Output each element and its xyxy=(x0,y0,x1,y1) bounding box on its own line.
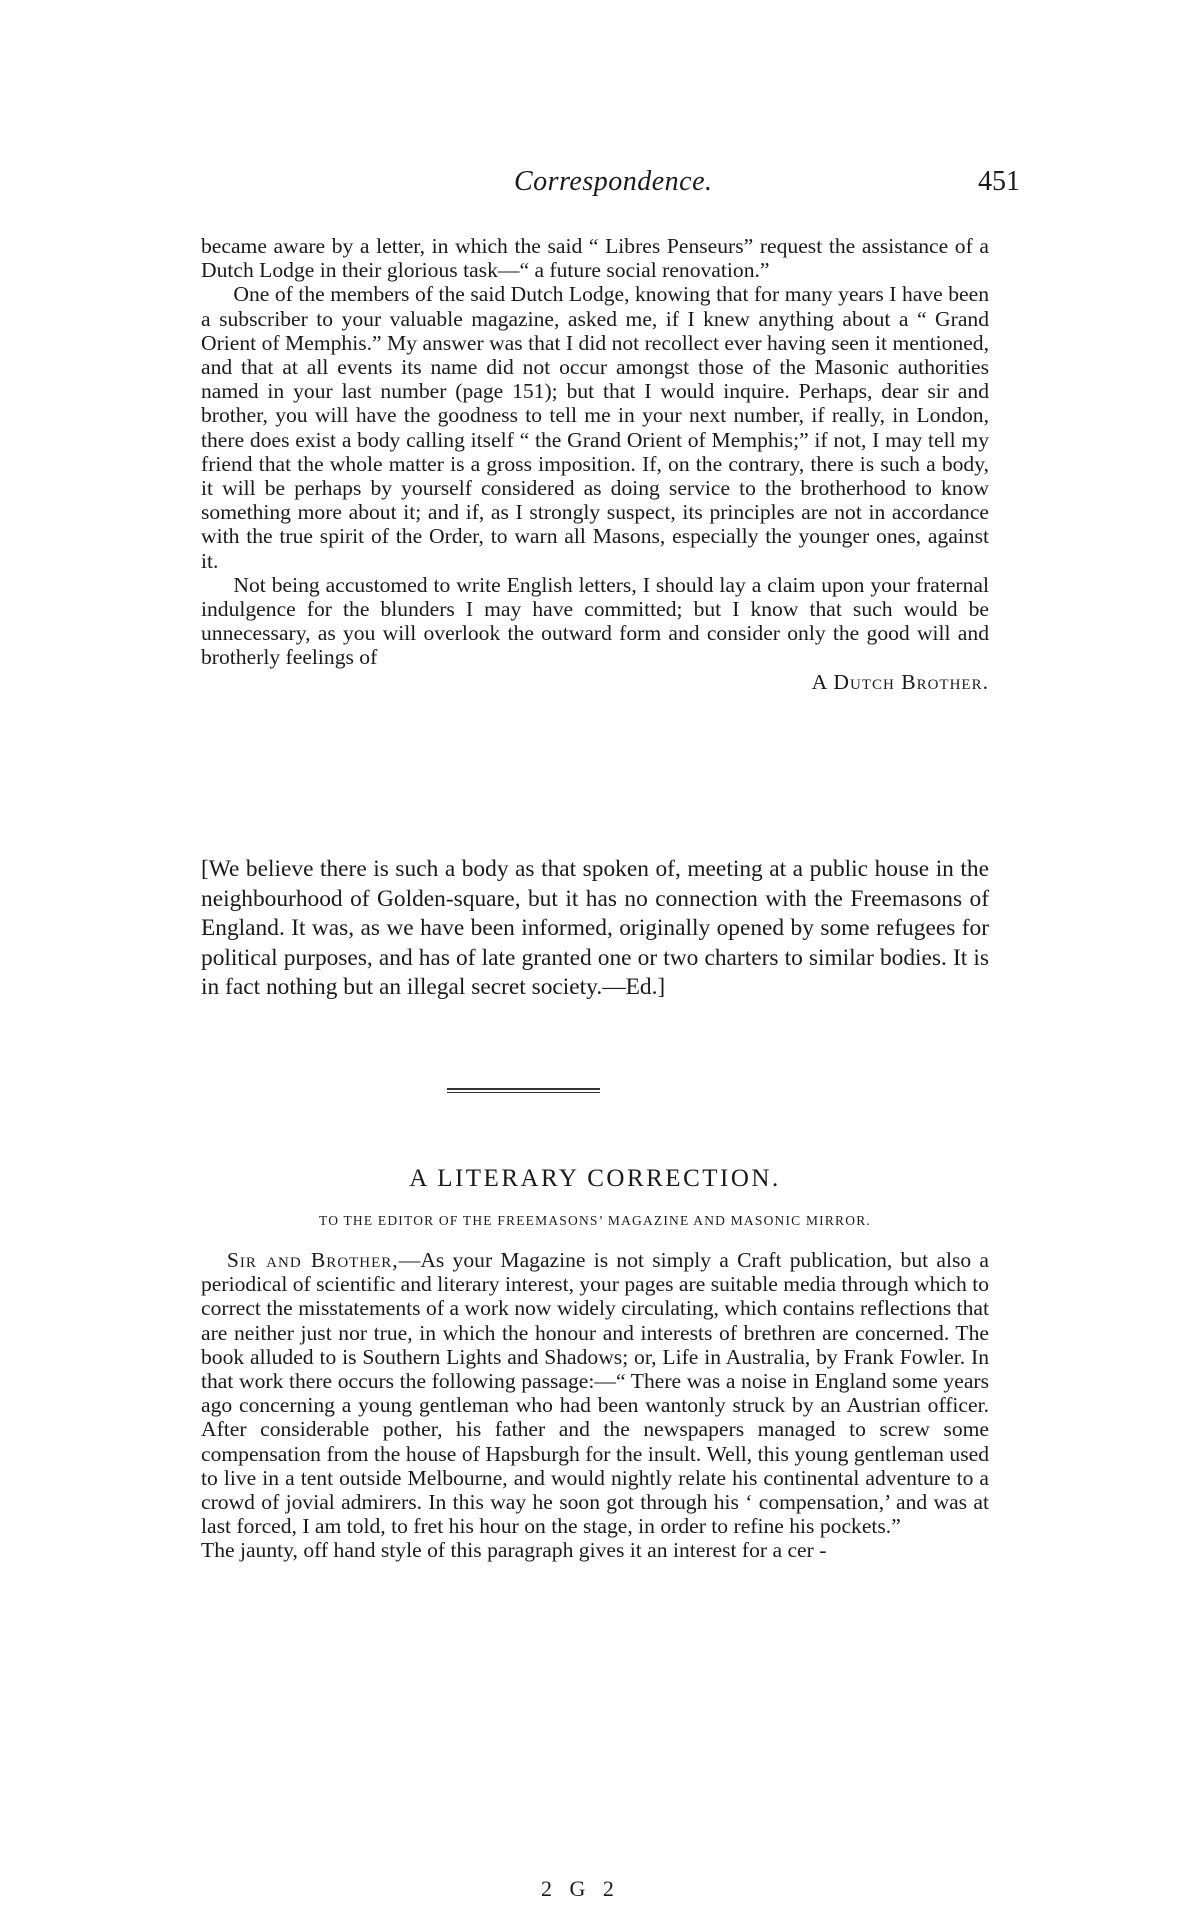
correction-text: —As your Magazine is not simply a Craft publication, but also a periodical of scientific and literary interest, your pages are suitable media through which to correct the misstatements of a work now widely circulating, which contains reflections that are neither just nor true, in which the honour and interests of brethren are concerned. The book alluded to is Southern Lights and Shadows; or, Life in Australia, by Frank Fowler. In that work there occurs the following passage:—“ There was a noise in England some years ago concerning a young gentleman who had been wantonly struck by an Austrian officer. After considerable pother, his father and the newspapers managed to screw some compensation from the house of Hapsburgh for the insult. Well, this young gentleman used to live in a tent outside Melbourne, and would nightly relate his continental adventure to a crowd of jovial admirers. In this way he soon got through his ‘ compensation,’ and was at last forced, I am told, to fret his hour on the stage, in order to refine his pockets.” xyxy=(201,1248,989,1539)
running-head: Correspondence. xyxy=(514,166,713,197)
section-title: A LITERARY CORRECTION. xyxy=(409,1165,781,1192)
letter-paragraph: Not being accustomed to write English letters, I should lay a claim upon your fraternal indulgence for the blunders I may have committed; but I know that such would be unnecessary, as you will overlook the outward form and consider only the good will and brotherly feelings of xyxy=(201,572,989,670)
page-header xyxy=(514,166,1034,206)
signature-mark: 2 G 2 xyxy=(541,1876,620,1901)
editor-note: [We believe there is such a body as that spoken of, meeting at a public house in the neighbourhood of Golden-square, but it has no connection with the Freemasons of England. It was, as we have been informed, originally opened by some refugees for political purposes, and has of late granted one or two charters to similar bodies. It is in fact nothing but an illegal secret society.—Ed.] xyxy=(201,856,989,1001)
letter-body xyxy=(201,234,989,694)
correction-body xyxy=(201,1248,989,1563)
letter-paragraph: became aware by a letter, in which the said “ Libres Penseurs” request the assistance of a Dutch Lodge in their glorious task—“ a future social renovation.” xyxy=(201,234,989,283)
section-subtitle: TO THE EDITOR OF THE FREEMASONS’ MAGAZINE AND MASONIC MIRROR. xyxy=(319,1213,871,1228)
correction-paragraph: The jaunty, off hand style of this paragraph gives it an interest for a cer - xyxy=(201,1538,827,1563)
letter-signature: A Dutch Brother. xyxy=(811,669,989,694)
page-number: 451 xyxy=(978,166,1020,197)
correction-paragraph xyxy=(201,1248,989,1538)
section-divider xyxy=(447,1088,600,1093)
letter-paragraph: One of the members of the said Dutch Lodge, knowing that for many years I have been a subscriber to your valuable magazine, asked me, if I knew anything about a “ Grand Orient of Memphis.” My answer was that I did not recollect ever having seen it mentioned, and that at all events its name did not occur amongst those of the Masonic authorities named in your last number (page 151); but that I would inquire. Perhaps, dear sir and brother, you will have the goodness to tell me in your next number, if really, in London, there does exist a body calling itself “ the Grand Orient of Memphis;” if not, I may tell my friend that the whole matter is a gross imposition. If, on the contrary, there is such a body, it will be perhaps by yourself considered as doing service to the brotherhood to know something more about it; and if, as I strongly suspect, its principles are not in accordance with the true spirit of the Order, to warn all Masons, especially the younger ones, against it. xyxy=(201,282,989,573)
salutation: Sir and Brother, xyxy=(226,1248,399,1272)
